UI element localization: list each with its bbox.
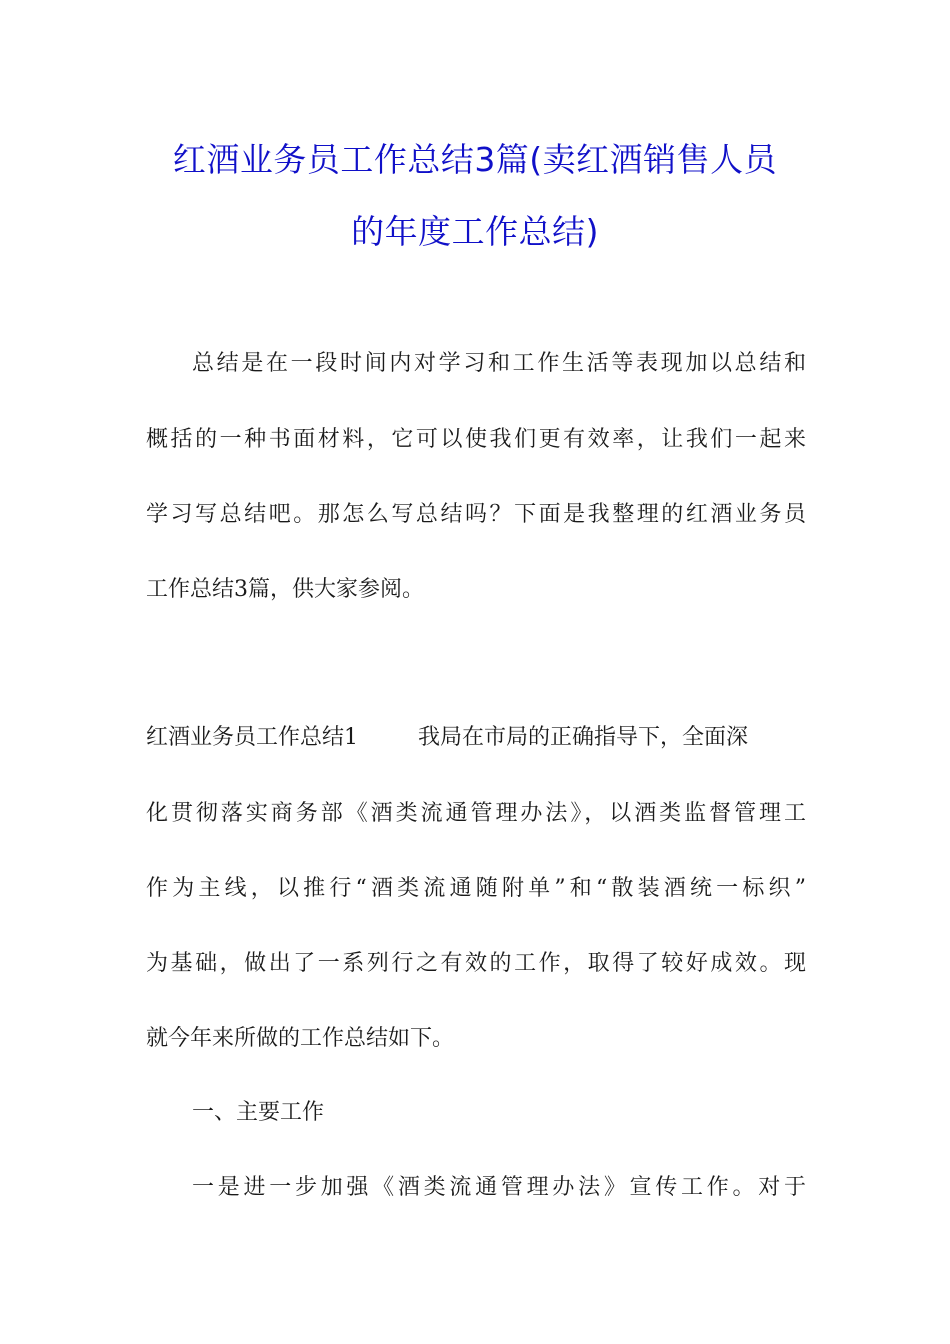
heading-main-work: 一、主要工作 bbox=[192, 1100, 325, 1125]
section1-first-line-text: 我局在市局的正确指导下，全面深 bbox=[418, 725, 749, 750]
intro-line-2: 概括的一种书面材料，它可以使我们更有效率，让我们一起来 bbox=[146, 427, 806, 452]
document-title-line-1: 红酒业务员工作总结3篇(卖红酒销售人员 bbox=[172, 140, 778, 179]
section1-line-5: 就今年来所做的工作总结如下。 bbox=[146, 1026, 455, 1051]
document-title-line-2: 的年度工作总结) bbox=[351, 212, 599, 251]
intro-line-1: 总结是在一段时间内对学习和工作生活等表现加以总结和 bbox=[192, 351, 806, 376]
section1-label: 红酒业务员工作总结1 bbox=[146, 725, 358, 750]
intro-line-4: 工作总结3篇，供大家参阅。 bbox=[146, 577, 424, 602]
paragraph-one-line-1: 一是进一步加强《酒类流通管理办法》宣传工作。对于 bbox=[192, 1175, 806, 1200]
section1-first-line bbox=[146, 720, 806, 751]
section1-line-3: 作为主线，以推行“酒类流通随附单”和“散装酒统一标织” bbox=[146, 876, 806, 901]
section1-line-2: 化贯彻落实商务部《酒类流通管理办法》，以酒类监督管理工 bbox=[146, 801, 806, 826]
intro-line-3: 学习写总结吧。那怎么写总结吗？下面是我整理的红酒业务员 bbox=[146, 502, 806, 527]
section1-line-4: 为基础，做出了一系列行之有效的工作，取得了较好成效。现 bbox=[146, 951, 806, 976]
